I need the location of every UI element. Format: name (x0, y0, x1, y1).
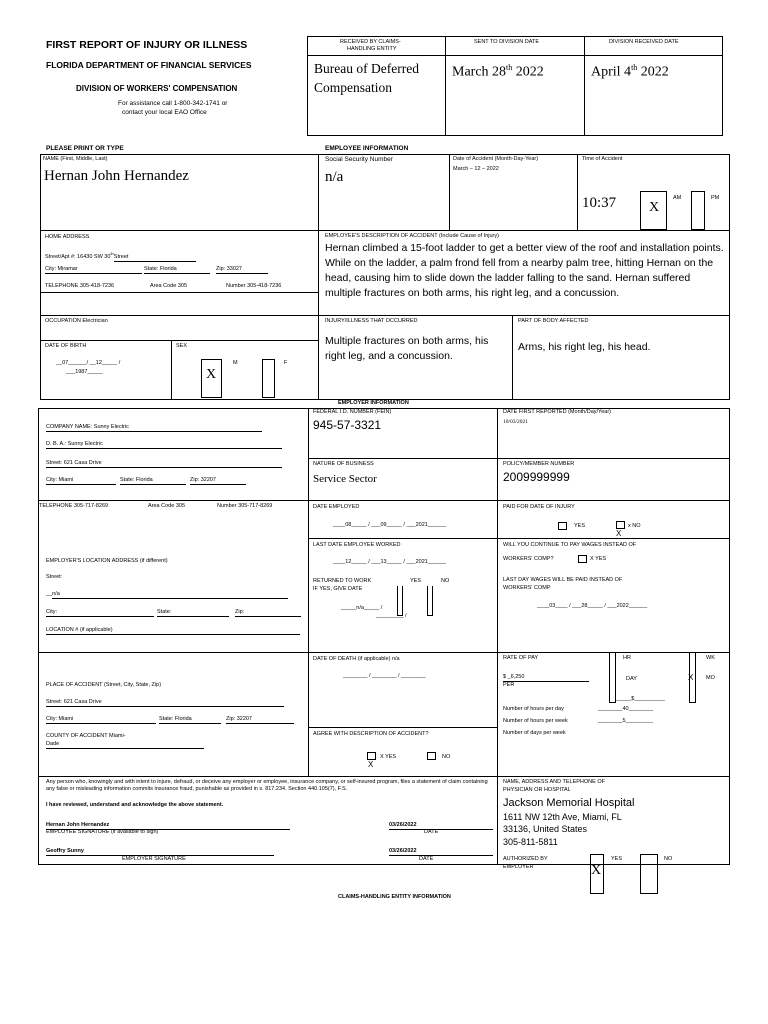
received-by-label-2: HANDLING ENTITY (347, 46, 397, 52)
ssn-value: n/a (325, 169, 344, 185)
fein-label: FEDERAL I.D. NUMBER (FEIN) (313, 409, 392, 415)
place-street: Street: 621 Casa Drive (46, 699, 284, 707)
continue-label-2: WORKERS' COMP? (503, 556, 554, 562)
employee-signature-date: 03/26/2022 (389, 822, 417, 828)
division-received-label: DIVISION RECEIVED DATE (609, 39, 679, 45)
paid-no-label: x NO (628, 523, 641, 529)
claims-entity-value: Bureau of Deferred Compensation (314, 61, 419, 95)
days-week-label: Number of days per week (503, 730, 566, 736)
hours-week: ________5_________ (598, 718, 654, 724)
paid-yes-checkbox[interactable] (558, 522, 567, 530)
policy-value: 2009999999 (503, 470, 570, 484)
rate-sub: _____$__________ (616, 696, 665, 702)
physician-label: NAME, ADDRESS AND TELEPHONE OF (503, 779, 605, 785)
employer-street: Street: 621 Casa Drive (46, 460, 282, 468)
agree-no-checkbox[interactable] (427, 752, 436, 760)
body-part-label: PART OF BODY AFFECTED (518, 318, 589, 324)
county-label: COUNTY OF ACCIDENT Miami- (46, 733, 126, 739)
agree-label: AGREE WITH DESCRIPTION OF ACCIDENT? (313, 731, 429, 737)
sex-f-checkbox[interactable] (262, 359, 275, 398)
doa-label: Date of Accident (Month-Day-Year) (453, 156, 539, 162)
agree-mark: X (368, 760, 374, 769)
returned-give-date: IF YES, GIVE DATE (313, 586, 363, 592)
hospital-name: Jackson Memorial Hospital (503, 797, 635, 809)
pm-label: PM (711, 195, 720, 201)
name-label: NAME (First, Middle, Last) (43, 156, 108, 162)
rate-mo: MO (706, 675, 715, 681)
continue-yes: X YES (590, 556, 607, 562)
returned-na: _____n/a_____ / (341, 605, 383, 611)
rate-hr: HR (623, 655, 631, 661)
returned-line: _________ / (376, 613, 407, 619)
home-address-label: HOME ADDRESS (45, 234, 90, 240)
authorized-label-2: EMPLOYER (503, 864, 534, 870)
employer-signature-name: Geoffry Sunny (46, 848, 84, 854)
sent-date-label: SENT TO DIVISION DATE (474, 39, 539, 45)
hours-day: ________40________ (598, 706, 654, 712)
last-day-value: ____03____ / ___28_____ / ___2022______ (537, 603, 648, 609)
death-value: ________ / ________ / ________ (343, 673, 426, 679)
employer-city: City: Miami (46, 477, 116, 485)
toa-label: Time of Accident (582, 156, 623, 162)
ssn-label: Social Security Number (325, 156, 393, 163)
form-title: FIRST REPORT OF INJURY OR ILLNESS (46, 39, 248, 51)
injury-value: Multiple fractures on both arms, his right leg, and a concussion. (325, 335, 489, 362)
company-name: COMPANY NAME: Sunny Electric (46, 424, 262, 432)
paid-label: PAID FOR DATE OF INJURY (503, 504, 575, 510)
m-label: M (233, 360, 238, 366)
nature-value: Service Sector (313, 473, 377, 485)
toa-value: 10:37 (582, 195, 617, 211)
place-state: State: Florida (159, 716, 221, 724)
location-zip: Zip: (235, 609, 301, 617)
description-label: EMPLOYEE'S DESCRIPTION OF ACCIDENT (Include Cause of Injury) (325, 233, 499, 239)
agree-no: NO (442, 754, 451, 760)
employer-signature-date: 03/26/2022 (389, 848, 417, 854)
employed-label: DATE EMPLOYED (313, 504, 360, 510)
employer-section-label: EMPLOYER INFORMATION (338, 400, 409, 406)
sex-label: SEX (176, 343, 188, 349)
dob-year: ___1987_____ (66, 369, 103, 375)
rate-mark: X (688, 673, 694, 682)
employee-name: Hernan John Hernandez (44, 168, 189, 184)
returned-label: RETURNED TO WORK (313, 578, 372, 584)
death-label: DATE OF DEATH (if applicable) n/a (313, 656, 400, 662)
authorized-no: NO (664, 856, 673, 862)
location-na: __n/a (46, 591, 288, 599)
employer-state: State: Florida (120, 477, 186, 485)
employee-section-label: EMPLOYEE INFORMATION (325, 145, 409, 152)
employer-date-label: DATE (419, 856, 434, 862)
rate-day: DAY (626, 676, 637, 682)
employer-signature-label: EMPLOYER SIGNATURE (122, 856, 186, 862)
hours-week-label: Number of hours per week (503, 718, 568, 724)
authorized-no-checkbox[interactable] (640, 854, 658, 894)
home-area-code: Area Code 305 (150, 283, 187, 289)
employer-telephone: TELEPHONE 305-717-8269 (39, 503, 109, 509)
last-day-label: LAST DAY WAGES WILL BE PAID INSTEAD OF (503, 577, 623, 583)
location-street: Street: (46, 574, 63, 580)
am-label: AM (673, 195, 682, 201)
place-label: PLACE OF ACCIDENT (Street, City, State, Zip) (46, 682, 162, 688)
home-number: Number 305-418-7236 (226, 283, 282, 289)
place-city: City: Miami (46, 716, 156, 724)
employer-number: Number 305-717-8269 (217, 503, 273, 509)
paid-no-mark: X (616, 529, 622, 538)
rate-value: $ _6,250 (503, 674, 589, 682)
agree-yes-checkbox[interactable] (367, 752, 376, 760)
doa-value: March – 12 – 2022 (453, 166, 499, 172)
received-by-label: RECEIVED BY CLAIMS- (340, 39, 401, 45)
returned-yes: YES (410, 578, 422, 584)
division-received-value: April 4th 2022 (591, 63, 669, 80)
home-telephone: TELEPHONE 305-418-7236 (45, 283, 115, 289)
rate-label: RATE OF PAY (503, 655, 539, 661)
returned-no-checkbox[interactable] (427, 586, 433, 616)
county-value: Dade (46, 741, 204, 749)
physician-label-2: PHYSICIAN OR HOSPITAL (503, 787, 571, 793)
agree-yes: X YES (380, 754, 397, 760)
rate-hr-checkbox[interactable] (609, 653, 616, 703)
hospital-address-2: 33136, United States (503, 824, 588, 834)
print-instructions: PLEASE PRINT OR TYPE (46, 145, 124, 152)
last-day-label-2: WORKERS' COMP (503, 585, 551, 591)
location-label: EMPLOYER'S LOCATION ADDRESS (if different) (46, 558, 168, 564)
dba: D. B. A.: Sunny Electric (46, 441, 282, 449)
employee-signature-label: EMPLOYEE SIGNATURE (if available to sign) (46, 829, 159, 835)
authorized-yes: YES (611, 856, 623, 862)
sent-date-value: March 28th 2022 (452, 63, 544, 80)
last-worked-label: LAST DATE EMPLOYEE WORKED (313, 542, 401, 548)
f-label: F (284, 360, 288, 366)
continue-yes-checkbox[interactable] (578, 555, 587, 563)
fein-value: 945-57-3321 (313, 418, 382, 432)
rate-per: PER (503, 682, 515, 688)
division-name: DIVISION OF WORKERS' COMPENSATION (76, 84, 238, 93)
dob-value: __07______/ __12_____ / (56, 360, 121, 366)
hospital-address-1: 1611 NW 12th Ave, Miami, FL (503, 812, 622, 822)
place-zip: Zip: 32207 (226, 716, 294, 724)
occupation: OCCUPATION Electrician (45, 318, 108, 324)
injury-label: INJURY/ILLNESS THAT OCCURRED (325, 318, 418, 324)
hospital-phone: 305-811-5811 (503, 837, 558, 847)
home-zip: Zip: 33027 (216, 266, 268, 274)
first-reported-label: DATE FIRST REPORTED (Month/Day/Year) (503, 409, 611, 415)
hours-day-label: Number of hours per day (503, 706, 564, 712)
paid-no-checkbox[interactable] (616, 521, 625, 529)
location-state: State: (157, 609, 229, 617)
pm-checkbox[interactable] (691, 191, 705, 230)
returned-no: NO (441, 578, 450, 584)
department-name: FLORIDA DEPARTMENT OF FINANCIAL SERVICES (46, 60, 252, 70)
returned-yes-checkbox[interactable] (397, 586, 403, 616)
employer-zip: Zip: 32207 (190, 477, 246, 485)
body-part-value: Arms, his right leg, his head. (518, 341, 651, 353)
nature-label: NATURE OF BUSINESS (313, 461, 374, 467)
employee-date-label: DATE (424, 829, 439, 835)
fraud-statement: Any person who, knowingly and with intent to injure, defraud, or deceive any employer or employee, insurance company, or self-insured program, files a statement of claim containing any false or misleading information commits insurance fraud, punishable as provided in s. 817.234. Section 440.105(7), F.S. (46, 779, 488, 793)
claims-section-label: CLAIMS-HANDLING ENTITY INFORMATION (338, 894, 451, 900)
employee-signature-name: Hernan John Hernandez (46, 822, 110, 828)
acknowledgement: I have reviewed, understand and acknowledge the above statement. (46, 802, 224, 808)
home-street: Street/Apt #: 16430 SW 30thStreet (45, 250, 196, 262)
paid-yes-label: YES (574, 523, 586, 529)
assistance-line-2: contact your local EAO Office (122, 109, 207, 116)
accident-description: Hernan climbed a 15-foot ladder to get a better view of the roof and installation points. While on the ladder, a palm frond fell from a nearby palm tree, hitting Hernan on the head, causing him to slide down the ladder falling to the sand. Hernan suffered multiple fractures on both arms, his right leg, and a concussion. (325, 242, 724, 299)
sex-m-mark: X (206, 367, 217, 382)
first-reported-value: 10/03/2021 (503, 419, 529, 425)
home-city: City: Miramar (45, 266, 142, 274)
continue-label: WILL YOU CONTINUE TO PAY WAGES INSTEAD OF (503, 542, 637, 548)
am-check-mark: X (649, 200, 660, 215)
policy-label: POLICY/MEMBER NUMBER (503, 461, 575, 467)
employer-area-code: Area Code 305 (148, 503, 185, 509)
rate-wk: WK (706, 655, 715, 661)
last-worked-value: ____12_____ / ___13_____ / ___2021______ (333, 559, 447, 565)
authorized-label: AUTHORIZED BY (503, 856, 548, 862)
authorized-mark: X (591, 863, 602, 878)
dob-label: DATE OF BIRTH (45, 343, 87, 349)
employed-value: ____08_____ / ___09_____ / ___2021______ (333, 522, 447, 528)
location-number: LOCATION # (if applicable) (46, 627, 300, 635)
location-city: City: (46, 609, 154, 617)
assistance-line-1: For assistance call 1-800-342-1741 or (118, 100, 228, 107)
home-state: State: Florida (144, 266, 210, 274)
